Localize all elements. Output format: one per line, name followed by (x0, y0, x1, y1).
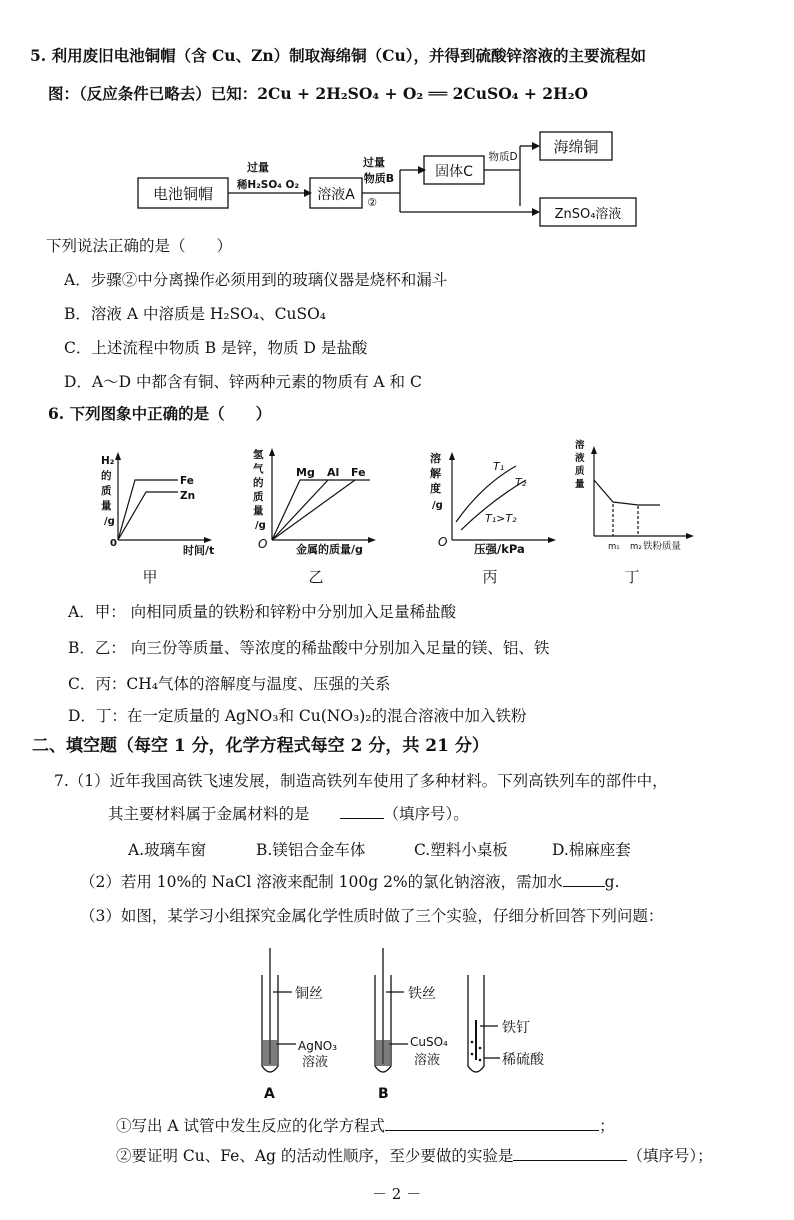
q7-p1-line2-tail: （填序号）。 (383, 805, 469, 823)
q6-option-a: A．甲： 向相同质量的铁粉和锌粉中分别加入足量稀盐酸 (68, 603, 457, 621)
q7-sub2 (116, 1146, 713, 1166)
flow-product1: 海绵铜 (553, 138, 599, 156)
q7-sub2-tail: （填序号）； (627, 1147, 713, 1165)
q7-sub1 (116, 1116, 615, 1136)
flow-reagent1-bottom: 稀H₂SO₄ O₂ (236, 179, 300, 191)
tube-c-solution: 稀硫酸 (502, 1052, 544, 1068)
q7-sub2-answer-blank[interactable] (513, 1146, 627, 1161)
svg-text:O: O (258, 537, 268, 551)
tube-b-solution1: CuSO₄ (410, 1035, 448, 1049)
q7-p2-text: （2）若用 10%的 NaCl 溶液来配制 100g 2%的氯化钠溶液，需加水 (80, 873, 563, 891)
svg-text:T₂: T₂ (515, 476, 527, 489)
svg-text:T₁>T₂: T₁>T₂ (485, 512, 517, 525)
svg-text:Mg: Mg (296, 466, 315, 479)
q5-prompt: 下列说法正确的是（ ） (46, 237, 233, 255)
q7-p1-opt-a: A.玻璃车窗 (128, 841, 207, 859)
svg-text:铁粉质量: 铁粉质量 (643, 541, 682, 552)
flow-solution-a: 溶液A (317, 187, 355, 203)
flow-product2: ZnSO₄溶液 (554, 207, 622, 222)
q7-p1-line1: 7.（1）近年我国高铁飞速发展，制造高铁列车使用了多种材料。下列高铁列车的部件中， (54, 772, 668, 790)
flow-reagent3: 物质D (488, 151, 518, 163)
q7-sub1-text: ①写出 A 试管中发生反应的化学方程式 (116, 1117, 386, 1135)
q7-sub2-text: ②要证明 Cu、Fe、Ag 的活动性顺序，至少要做的实验是 (116, 1147, 514, 1165)
svg-text:H₂: H₂ (101, 455, 115, 467)
flow-reagent2-bottom: 物质B (363, 172, 395, 185)
svg-text:Fe: Fe (351, 466, 366, 479)
flow-start: 电池铜帽 (152, 185, 214, 203)
svg-text:/g: /g (104, 516, 115, 527)
q7-p1-opt-d: D.棉麻座套 (552, 841, 631, 859)
tube-a-solution2: 溶液 (302, 1055, 329, 1070)
svg-text:Al: Al (327, 466, 340, 479)
svg-text:量: 量 (253, 505, 264, 517)
q7-p1-line2-text: 其主要材料属于金属材料的是 (108, 805, 310, 823)
tube-a-wire: 铜丝 (295, 986, 323, 1002)
q5-stem-line1: 5. 利用废旧电池铜帽（含 Cu、Zn）制取海绵铜（Cu），并得到硫酸锌溶液的主要流程如 (30, 46, 647, 65)
svg-text:金属的质量/g: 金属的质量/g (296, 543, 363, 556)
q5-option-d: D．A～D 中都含有铜、锌两种元素的物质有 A 和 C (64, 373, 422, 391)
section2-title: 二、填空题（每空 1 分，化学方程式每空 2 分，共 21 分） (32, 736, 489, 756)
q6-stem: 6. 下列图象中正确的是（ ） (48, 404, 272, 423)
svg-text:压强/kPa: 压强/kPa (474, 542, 525, 556)
svg-text:液: 液 (575, 453, 585, 464)
q7-p3: （3）如图，某学习小组探究金属化学性质时做了三个实验，仔细分析回答下列问题： (80, 907, 664, 925)
q5-option-c: C．上述流程中物质 B 是锌，物质 D 是盐酸 (64, 339, 368, 357)
q7-p1-opt-b: B.镁铝合金车体 (256, 841, 366, 859)
caption-bing: 丙 (482, 568, 498, 586)
caption-jia: 甲 (142, 568, 158, 586)
page-number: － 2 － (372, 1185, 422, 1203)
q6-option-d: D．丁：在一定质量的 AgNO₃和 Cu(NO₃)₂的混合溶液中加入铁粉 (68, 707, 527, 725)
svg-text:气: 气 (253, 463, 264, 475)
q7-p1-opt-c: C.塑料小桌板 (414, 841, 508, 859)
flow-solid-c: 固体C (435, 164, 473, 180)
svg-text:/g: /g (255, 520, 266, 531)
tube-c-wire: 铁钉 (502, 1020, 530, 1036)
tube-a-label: A (264, 1086, 275, 1102)
svg-text:m₁: m₁ (608, 542, 620, 552)
tube-a-solution1: AgNO₃ (298, 1039, 338, 1053)
caption-ding: 丁 (624, 568, 640, 586)
svg-text:氢: 氢 (253, 449, 264, 461)
svg-text:溶: 溶 (430, 452, 441, 465)
svg-text:时间/t: 时间/t (183, 544, 215, 557)
q5-option-a: A．步骤②中分离操作必须用到的玻璃仪器是烧杯和漏斗 (64, 271, 448, 289)
svg-text:0: 0 (110, 538, 117, 549)
q5-stem-line2: 图：（反应条件已略去）已知：2Cu + 2H₂SO₄ + O₂ ══ 2CuSO₄ + 2H₂O (48, 84, 589, 103)
svg-text:T₁: T₁ (493, 460, 505, 473)
flow-reagent2-top: 过量 (363, 156, 385, 169)
svg-text:Fe: Fe (180, 475, 194, 487)
caption-yi: 乙 (308, 568, 324, 586)
svg-text:m₂: m₂ (630, 542, 642, 552)
svg-text:质: 质 (575, 466, 585, 477)
tube-b-label: B (378, 1086, 389, 1102)
q6-option-b: B．乙： 向三份等质量、等浓度的稀盐酸中分别加入足量的镁、铝、铁 (68, 639, 550, 657)
svg-text:溶: 溶 (575, 440, 585, 451)
q7-p2-unit: g. (604, 873, 620, 891)
svg-text:量: 量 (101, 500, 112, 512)
svg-text:度: 度 (430, 482, 441, 495)
svg-text:质: 质 (253, 491, 264, 503)
svg-text:O: O (438, 535, 448, 549)
svg-text:/g: /g (432, 500, 443, 511)
q7-sub1-answer-blank[interactable] (385, 1116, 599, 1131)
flow-step-mark: ② (367, 196, 377, 209)
q7-sub1-tail: ； (599, 1117, 615, 1135)
tube-b-solution2: 溶液 (414, 1053, 441, 1068)
svg-text:Zn: Zn (180, 490, 196, 502)
svg-text:解: 解 (430, 467, 441, 480)
svg-text:的: 的 (253, 477, 264, 489)
flow-reagent1-top: 过量 (247, 161, 269, 174)
svg-text:量: 量 (575, 479, 585, 490)
q6-option-c: C．丙：CH₄气体的溶解度与温度、压强的关系 (68, 675, 391, 693)
tube-b-wire: 铁丝 (408, 986, 436, 1002)
q5-option-b: B．溶液 A 中溶质是 H₂SO₄、CuSO₄ (64, 305, 327, 323)
svg-text:质: 质 (101, 485, 112, 497)
svg-text:的: 的 (101, 470, 112, 482)
